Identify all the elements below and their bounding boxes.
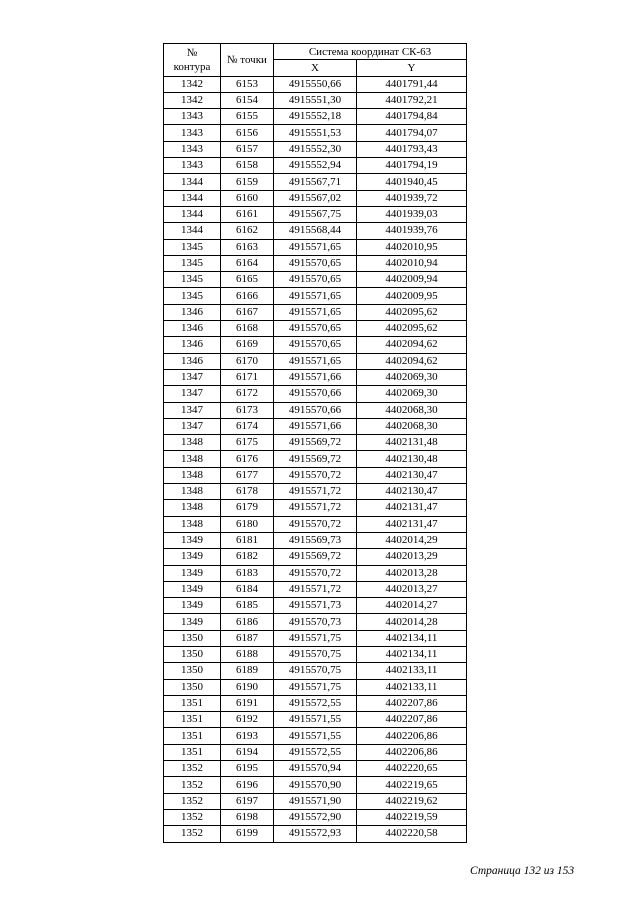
table-row xyxy=(164,793,467,809)
table-row xyxy=(164,435,467,451)
contour-cell: 1345 xyxy=(164,239,221,255)
table-row xyxy=(164,532,467,548)
y-cell: 4402207,86 xyxy=(357,712,467,728)
table-row xyxy=(164,467,467,483)
y-cell: 4402131,48 xyxy=(357,435,467,451)
y-cell: 4402219,59 xyxy=(357,809,467,825)
table-row xyxy=(164,304,467,320)
x-cell: 4915570,66 xyxy=(274,402,357,418)
table-row xyxy=(164,728,467,744)
y-cell: 4401793,43 xyxy=(357,141,467,157)
point-cell: 6164 xyxy=(221,255,274,271)
table-row xyxy=(164,321,467,337)
y-cell: 4402069,30 xyxy=(357,369,467,385)
y-cell: 4402206,86 xyxy=(357,728,467,744)
contour-cell: 1349 xyxy=(164,581,221,597)
y-cell: 4401939,03 xyxy=(357,206,467,222)
table-row xyxy=(164,826,467,842)
contour-cell: 1350 xyxy=(164,679,221,695)
y-cell: 4401792,21 xyxy=(357,92,467,108)
x-cell: 4915567,71 xyxy=(274,174,357,190)
point-cell: 6183 xyxy=(221,565,274,581)
contour-cell: 1348 xyxy=(164,435,221,451)
point-cell: 6158 xyxy=(221,158,274,174)
y-cell: 4402014,29 xyxy=(357,532,467,548)
x-cell: 4915570,90 xyxy=(274,777,357,793)
x-cell: 4915571,75 xyxy=(274,679,357,695)
x-cell: 4915571,65 xyxy=(274,353,357,369)
contour-cell: 1351 xyxy=(164,728,221,744)
point-cell: 6154 xyxy=(221,92,274,108)
x-cell: 4915567,02 xyxy=(274,190,357,206)
table-row xyxy=(164,500,467,516)
y-cell: 4402068,30 xyxy=(357,402,467,418)
contour-cell: 1352 xyxy=(164,761,221,777)
table-row xyxy=(164,174,467,190)
point-cell: 6195 xyxy=(221,761,274,777)
x-header: X xyxy=(274,60,357,76)
table-row xyxy=(164,255,467,271)
table-row xyxy=(164,418,467,434)
x-cell: 4915569,72 xyxy=(274,549,357,565)
y-cell: 4401794,19 xyxy=(357,158,467,174)
y-cell: 4402014,27 xyxy=(357,598,467,614)
contour-cell: 1342 xyxy=(164,92,221,108)
contour-cell: 1347 xyxy=(164,402,221,418)
y-cell: 4401940,45 xyxy=(357,174,467,190)
point-cell: 6161 xyxy=(221,206,274,222)
table-row xyxy=(164,92,467,108)
page-number: Страница 132 из 153 xyxy=(470,865,575,877)
point-cell: 6176 xyxy=(221,451,274,467)
point-cell: 6189 xyxy=(221,663,274,679)
x-cell: 4915550,66 xyxy=(274,76,357,92)
contour-cell: 1346 xyxy=(164,304,221,320)
table-row xyxy=(164,386,467,402)
contour-cell: 1344 xyxy=(164,206,221,222)
x-cell: 4915570,73 xyxy=(274,614,357,630)
point-cell: 6178 xyxy=(221,484,274,500)
x-cell: 4915572,55 xyxy=(274,744,357,760)
y-cell: 4402068,30 xyxy=(357,418,467,434)
x-cell: 4915571,72 xyxy=(274,581,357,597)
y-cell: 4402207,86 xyxy=(357,695,467,711)
table-row xyxy=(164,223,467,239)
table-row xyxy=(164,761,467,777)
point-cell: 6173 xyxy=(221,402,274,418)
table-row xyxy=(164,484,467,500)
point-cell: 6192 xyxy=(221,712,274,728)
contour-cell: 1352 xyxy=(164,809,221,825)
contour-cell: 1349 xyxy=(164,549,221,565)
table-row xyxy=(164,565,467,581)
contour-cell: 1349 xyxy=(164,614,221,630)
table-row xyxy=(164,598,467,614)
point-cell: 6185 xyxy=(221,598,274,614)
point-cell: 6188 xyxy=(221,646,274,662)
table-row xyxy=(164,337,467,353)
y-cell: 4402219,62 xyxy=(357,793,467,809)
point-cell: 6179 xyxy=(221,500,274,516)
table-row xyxy=(164,451,467,467)
point-cell: 6191 xyxy=(221,695,274,711)
contour-cell: 1348 xyxy=(164,467,221,483)
y-cell: 4402131,47 xyxy=(357,500,467,516)
contour-cell: 1348 xyxy=(164,451,221,467)
point-cell: 6171 xyxy=(221,369,274,385)
point-cell: 6193 xyxy=(221,728,274,744)
contour-cell: 1351 xyxy=(164,712,221,728)
y-cell: 4402134,11 xyxy=(357,630,467,646)
contour-cell: 1346 xyxy=(164,337,221,353)
contour-cell: 1349 xyxy=(164,598,221,614)
contour-cell: 1343 xyxy=(164,125,221,141)
y-cell: 4402133,11 xyxy=(357,679,467,695)
contour-header: № контура xyxy=(164,44,221,77)
contour-cell: 1343 xyxy=(164,109,221,125)
contour-cell: 1344 xyxy=(164,190,221,206)
point-cell: 6181 xyxy=(221,532,274,548)
point-cell: 6177 xyxy=(221,467,274,483)
x-cell: 4915570,75 xyxy=(274,646,357,662)
y-cell: 4402206,86 xyxy=(357,744,467,760)
x-cell: 4915571,55 xyxy=(274,712,357,728)
table-row xyxy=(164,516,467,532)
y-cell: 4402130,47 xyxy=(357,484,467,500)
table-row xyxy=(164,402,467,418)
y-cell: 4401791,44 xyxy=(357,76,467,92)
x-cell: 4915571,55 xyxy=(274,728,357,744)
table-row xyxy=(164,353,467,369)
coordinate-system-header: Система координат СК-63 xyxy=(274,44,467,60)
point-cell: 6157 xyxy=(221,141,274,157)
y-cell: 4402095,62 xyxy=(357,321,467,337)
point-cell: 6196 xyxy=(221,777,274,793)
x-cell: 4915569,72 xyxy=(274,451,357,467)
table-row xyxy=(164,646,467,662)
contour-cell: 1350 xyxy=(164,663,221,679)
table-row xyxy=(164,712,467,728)
x-cell: 4915568,44 xyxy=(274,223,357,239)
table-row xyxy=(164,744,467,760)
y-cell: 4402130,48 xyxy=(357,451,467,467)
y-cell: 4402130,47 xyxy=(357,467,467,483)
table-row xyxy=(164,109,467,125)
point-cell: 6174 xyxy=(221,418,274,434)
x-cell: 4915571,72 xyxy=(274,500,357,516)
y-header: Y xyxy=(357,60,467,76)
y-cell: 4402009,94 xyxy=(357,272,467,288)
contour-cell: 1345 xyxy=(164,255,221,271)
contour-cell: 1342 xyxy=(164,76,221,92)
table-row xyxy=(164,777,467,793)
contour-cell: 1345 xyxy=(164,288,221,304)
point-cell: 6186 xyxy=(221,614,274,630)
point-header: № точки xyxy=(221,44,274,77)
point-cell: 6160 xyxy=(221,190,274,206)
x-cell: 4915552,18 xyxy=(274,109,357,125)
y-cell: 4401939,76 xyxy=(357,223,467,239)
table-row xyxy=(164,663,467,679)
table-row xyxy=(164,369,467,385)
y-cell: 4402094,62 xyxy=(357,353,467,369)
point-cell: 6184 xyxy=(221,581,274,597)
contour-cell: 1348 xyxy=(164,516,221,532)
table-body xyxy=(164,76,467,842)
y-cell: 4401939,72 xyxy=(357,190,467,206)
x-cell: 4915572,93 xyxy=(274,826,357,842)
contour-cell: 1348 xyxy=(164,500,221,516)
contour-cell: 1350 xyxy=(164,646,221,662)
point-cell: 6175 xyxy=(221,435,274,451)
point-cell: 6165 xyxy=(221,272,274,288)
x-cell: 4915571,66 xyxy=(274,418,357,434)
x-cell: 4915571,65 xyxy=(274,304,357,320)
point-cell: 6194 xyxy=(221,744,274,760)
x-cell: 4915570,72 xyxy=(274,565,357,581)
table-row xyxy=(164,125,467,141)
x-cell: 4915572,55 xyxy=(274,695,357,711)
point-cell: 6190 xyxy=(221,679,274,695)
y-cell: 4402220,58 xyxy=(357,826,467,842)
table-header xyxy=(164,44,467,77)
x-cell: 4915570,94 xyxy=(274,761,357,777)
y-cell: 4402010,94 xyxy=(357,255,467,271)
point-cell: 6180 xyxy=(221,516,274,532)
y-cell: 4401794,84 xyxy=(357,109,467,125)
contour-cell: 1343 xyxy=(164,158,221,174)
x-cell: 4915567,75 xyxy=(274,206,357,222)
x-cell: 4915571,90 xyxy=(274,793,357,809)
x-cell: 4915552,94 xyxy=(274,158,357,174)
contour-cell: 1352 xyxy=(164,793,221,809)
coordinates-table xyxy=(163,43,467,843)
contour-cell: 1347 xyxy=(164,418,221,434)
x-cell: 4915570,66 xyxy=(274,386,357,402)
point-cell: 6166 xyxy=(221,288,274,304)
contour-cell: 1351 xyxy=(164,695,221,711)
contour-cell: 1349 xyxy=(164,532,221,548)
contour-cell: 1352 xyxy=(164,777,221,793)
table-row xyxy=(164,679,467,695)
x-cell: 4915571,75 xyxy=(274,630,357,646)
table-row xyxy=(164,206,467,222)
point-cell: 6199 xyxy=(221,826,274,842)
contour-cell: 1352 xyxy=(164,826,221,842)
table-row xyxy=(164,158,467,174)
x-cell: 4915571,65 xyxy=(274,239,357,255)
contour-cell: 1345 xyxy=(164,272,221,288)
y-cell: 4402219,65 xyxy=(357,777,467,793)
x-cell: 4915570,65 xyxy=(274,255,357,271)
point-cell: 6182 xyxy=(221,549,274,565)
y-cell: 4402009,95 xyxy=(357,288,467,304)
y-cell: 4402013,29 xyxy=(357,549,467,565)
contour-cell: 1348 xyxy=(164,484,221,500)
x-cell: 4915570,75 xyxy=(274,663,357,679)
y-cell: 4402134,11 xyxy=(357,646,467,662)
point-cell: 6156 xyxy=(221,125,274,141)
point-cell: 6187 xyxy=(221,630,274,646)
point-cell: 6162 xyxy=(221,223,274,239)
table-row xyxy=(164,614,467,630)
x-cell: 4915569,73 xyxy=(274,532,357,548)
table-row xyxy=(164,239,467,255)
point-cell: 6197 xyxy=(221,793,274,809)
contour-cell: 1344 xyxy=(164,223,221,239)
point-cell: 6163 xyxy=(221,239,274,255)
x-cell: 4915570,65 xyxy=(274,272,357,288)
table-row xyxy=(164,288,467,304)
contour-cell: 1351 xyxy=(164,744,221,760)
y-cell: 4402013,27 xyxy=(357,581,467,597)
contour-cell: 1349 xyxy=(164,565,221,581)
point-cell: 6153 xyxy=(221,76,274,92)
x-cell: 4915552,30 xyxy=(274,141,357,157)
x-cell: 4915570,72 xyxy=(274,516,357,532)
y-cell: 4402095,62 xyxy=(357,304,467,320)
contour-cell: 1347 xyxy=(164,369,221,385)
x-cell: 4915551,30 xyxy=(274,92,357,108)
x-cell: 4915570,65 xyxy=(274,337,357,353)
x-cell: 4915572,90 xyxy=(274,809,357,825)
point-cell: 6170 xyxy=(221,353,274,369)
table-row xyxy=(164,141,467,157)
y-cell: 4402013,28 xyxy=(357,565,467,581)
x-cell: 4915571,72 xyxy=(274,484,357,500)
contour-cell: 1344 xyxy=(164,174,221,190)
point-cell: 6159 xyxy=(221,174,274,190)
table-row xyxy=(164,549,467,565)
x-cell: 4915571,66 xyxy=(274,369,357,385)
table-row xyxy=(164,272,467,288)
x-cell: 4915570,65 xyxy=(274,321,357,337)
point-cell: 6168 xyxy=(221,321,274,337)
contour-cell: 1346 xyxy=(164,321,221,337)
table-row xyxy=(164,630,467,646)
table-row xyxy=(164,695,467,711)
y-cell: 4401794,07 xyxy=(357,125,467,141)
y-cell: 4402133,11 xyxy=(357,663,467,679)
point-cell: 6169 xyxy=(221,337,274,353)
table-row xyxy=(164,809,467,825)
y-cell: 4402010,95 xyxy=(357,239,467,255)
x-cell: 4915551,53 xyxy=(274,125,357,141)
y-cell: 4402014,28 xyxy=(357,614,467,630)
contour-cell: 1346 xyxy=(164,353,221,369)
contour-cell: 1350 xyxy=(164,630,221,646)
contour-cell: 1343 xyxy=(164,141,221,157)
table-row xyxy=(164,190,467,206)
x-cell: 4915570,72 xyxy=(274,467,357,483)
table-row xyxy=(164,76,467,92)
point-cell: 6198 xyxy=(221,809,274,825)
x-cell: 4915569,72 xyxy=(274,435,357,451)
y-cell: 4402220,65 xyxy=(357,761,467,777)
contour-cell: 1347 xyxy=(164,386,221,402)
point-cell: 6172 xyxy=(221,386,274,402)
table-row xyxy=(164,581,467,597)
point-cell: 6167 xyxy=(221,304,274,320)
x-cell: 4915571,73 xyxy=(274,598,357,614)
x-cell: 4915571,65 xyxy=(274,288,357,304)
y-cell: 4402131,47 xyxy=(357,516,467,532)
point-cell: 6155 xyxy=(221,109,274,125)
y-cell: 4402094,62 xyxy=(357,337,467,353)
y-cell: 4402069,30 xyxy=(357,386,467,402)
